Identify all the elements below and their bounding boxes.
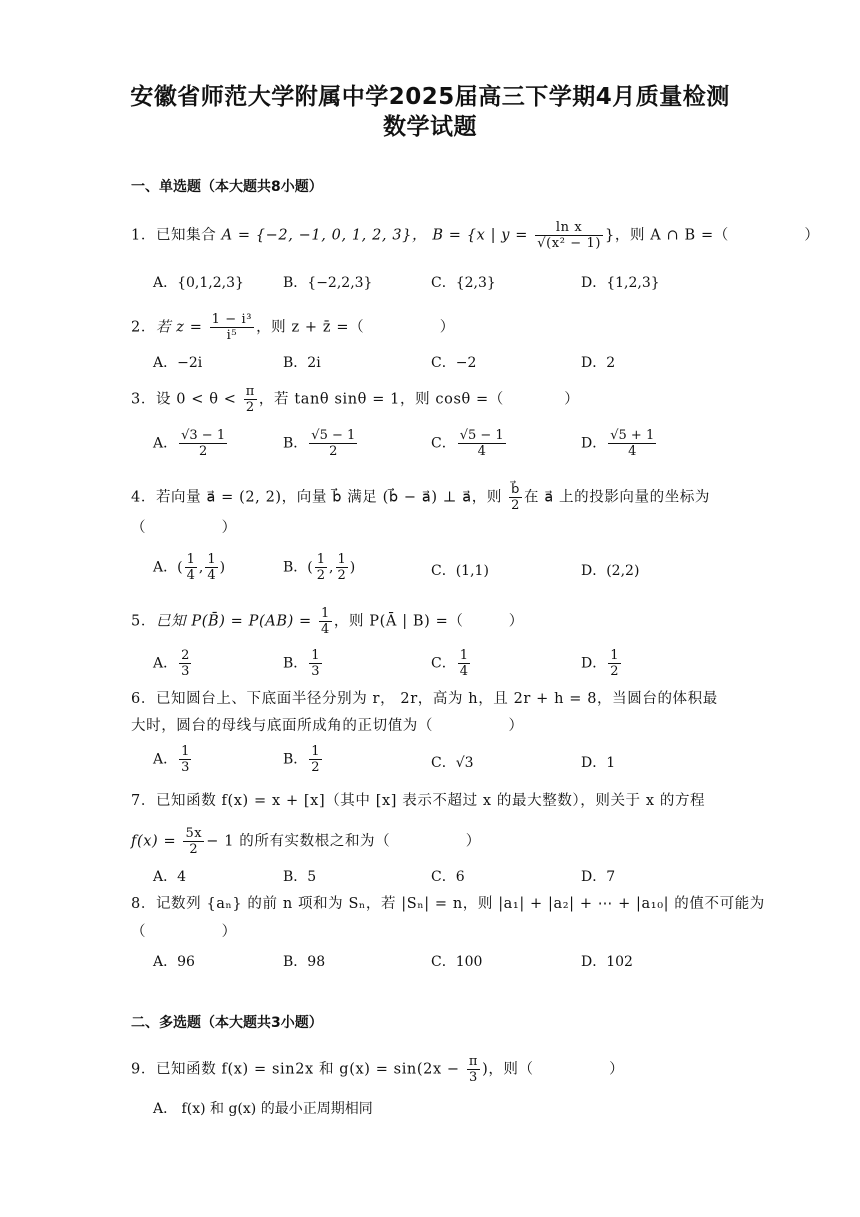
option-a[interactable]: A．−2i [153,355,203,371]
question-9 [131,1054,731,1085]
question-number: 3． [131,391,156,408]
fraction-denominator: 4 [628,444,637,459]
question-text: ，则 z + z̄ =（ ） [256,319,455,336]
fraction-numerator: √5 + 1 [610,428,655,443]
fraction-denominator: 4 [207,568,216,583]
question-3 [131,384,731,415]
fraction [509,482,522,513]
fraction [336,552,348,583]
fraction-denominator: 2 [245,400,255,415]
option-c[interactable]: C．6 [431,869,465,885]
fraction-numerator: √5 − 1 [311,428,356,443]
question-number: 6． [131,691,156,707]
question-9-options [153,1098,553,1132]
exam-title-line2: 数学试题 [383,114,477,140]
fraction-numerator: 1 [316,552,326,567]
option-b[interactable] [283,744,324,775]
question-text: 已知集合 [155,227,217,244]
section-heading-single-choice: 一、单选题（本大题共8小题） [131,179,323,195]
fraction-denominator: 4 [186,568,195,583]
question-text: 已知圆台上、下底面半径分别为 r， 2r，高为 h，且 2r + h = 8，当圆台的体积最 [155,691,718,707]
fraction-numerator: 1 − i³ [211,312,253,327]
fraction [309,648,321,679]
question-3-options [153,428,713,462]
fraction-numerator: 1 [181,744,190,759]
fraction-numerator: 2 [181,648,190,663]
fraction-denominator: √(x² − 1) [537,236,602,251]
fraction-denominator: 4 [477,444,486,459]
option-d[interactable]: D．7 [581,869,616,885]
option-c[interactable] [431,428,508,459]
option-d[interactable]: D．2 [581,355,616,371]
fraction-denominator: 3 [469,1070,478,1085]
fraction [458,648,470,679]
fraction-denominator: 3 [311,664,320,679]
option-c[interactable]: C．{2,3} [431,275,496,291]
question-1 [131,220,820,251]
fraction-numerator: 1 [459,648,468,663]
option-label: C． [431,435,456,452]
fraction-numerator: b⃗ [509,482,522,498]
fraction [608,648,620,679]
section-heading-multiple-choice: 二、多选题（本大题共3小题） [131,1015,323,1031]
option-label: D． [581,655,607,672]
option-label: A． [153,655,178,672]
option-d[interactable]: D．{1,2,3} [581,275,660,291]
question-4-options [153,552,713,586]
question-6-options [153,744,713,778]
option-d[interactable] [581,648,623,679]
option-b[interactable]: B．{−2,2,3} [283,275,373,291]
fraction-denominator: 2 [610,664,619,679]
fraction-numerator: √3 − 1 [181,428,226,443]
question-2 [131,312,731,343]
option-c[interactable]: C．(1,1) [431,563,489,579]
fraction [309,744,321,775]
option-label: B． [283,751,308,768]
question-number: 9． [131,1061,156,1078]
fraction-denominator: 3 [181,760,190,775]
question-number: 5． [131,613,156,630]
fraction [179,648,191,679]
fraction [309,428,357,459]
fraction-denominator: 2 [511,498,521,513]
option-a[interactable] [153,428,229,459]
option-d[interactable]: D．(2,2) [581,563,640,579]
question-text: 已知函数 f(x) = sin2x 和 g(x) = sin(2x − [155,1061,460,1078]
question-text: 已知 P(B̄) = P(AB) = [155,613,312,630]
option-d[interactable]: D．1 [581,755,616,771]
fraction [210,312,254,343]
question-text: ，则 A ∩ B =（ ） [614,227,820,244]
option-a[interactable] [153,744,193,775]
question-text: ，若 tanθ sinθ = 1，则 cosθ =（ ） [258,391,580,408]
fraction [205,552,217,583]
option-a[interactable]: A．{0,1,2,3} [153,275,244,291]
question-text: 若 z = [155,319,203,336]
option-b[interactable]: B．5 [283,869,317,885]
question-text: f(x) = [131,833,177,850]
option-label: B． [283,655,308,672]
question-8 [131,893,765,915]
option-b[interactable]: B．98 [283,954,326,970]
question-text: 设 0 < θ < [155,391,237,408]
option-d[interactable] [581,428,658,459]
fraction-numerator: 5x [185,826,203,841]
option-label: A． [153,751,178,768]
fraction [315,552,327,583]
fraction [467,1054,480,1085]
question-5 [131,606,731,637]
set-a: A = {−2, −1, 0, 1, 2, 3}， [221,227,428,244]
option-a[interactable]: A． f(x) 和 g(x) 的最小正周期相同 [153,1101,373,1117]
option-b[interactable]: B．2i [283,355,321,371]
set-b-suffix: } [605,227,615,244]
fraction [535,220,603,251]
fraction [179,428,227,459]
fraction-denominator: 2 [329,444,338,459]
question-5-options [153,648,713,682]
question-number: 7． [131,793,156,809]
fraction-numerator: π [468,1054,479,1069]
fraction-denominator: i⁵ [226,328,238,343]
question-text: − 1 的所有实数根之和为（ ） [206,833,481,850]
fraction-numerator: 1 [610,648,619,663]
option-d[interactable]: D．102 [581,954,633,970]
fraction-numerator: π [245,384,255,399]
fraction-denominator: 2 [311,760,320,775]
question-7 [131,790,731,812]
fraction-denominator: 4 [459,664,468,679]
question-number: 1． [131,227,156,244]
option-a[interactable]: A．4 [153,869,187,885]
fraction [185,552,197,583]
question-4 [131,482,731,513]
option-b[interactable] [283,428,359,459]
exam-title-line1: 安徽省师范大学附属中学2025届高三下学期4月质量检测 [130,84,730,110]
fraction-numerator: √5 − 1 [459,428,504,443]
option-a[interactable]: A．( $\frac{1}{4}$ , $\frac{1}{4}$ ) [153,552,226,583]
question-6-line2: 大时，圆台的母线与底面所成角的正切值为（ ） [131,718,524,734]
option-a[interactable] [153,648,193,679]
fraction-denominator: 3 [181,664,190,679]
option-c[interactable]: C．100 [431,954,483,970]
fraction [608,428,656,459]
option-b[interactable]: B．( $\frac{1}{2}$ , $\frac{1}{2}$ ) [283,552,356,583]
option-label: B． [283,559,308,576]
fraction-denominator: 2 [189,842,199,857]
fraction-numerator: 1 [311,744,320,759]
fraction [179,744,191,775]
fraction-denominator: 2 [198,444,208,459]
fraction-numerator: 1 [321,606,330,621]
question-number: 2． [131,319,156,336]
question-8-options [153,951,713,985]
option-c[interactable] [431,648,472,679]
option-label: A． [153,435,178,452]
option-label: B． [283,435,308,452]
fraction-denominator: 2 [316,568,326,583]
question-text: ，则 P(Ā | B) =（ ） [333,613,524,630]
set-b-prefix: B = {x | y = [432,227,534,244]
fraction-numerator: 1 [186,552,195,567]
question-text: 若向量 a⃗ = (2, 2)，向量 b⃗ 满足 (b⃗ − a⃗) ⊥ a⃗，则 [155,489,502,506]
fraction [319,606,332,637]
question-1-options [153,272,713,306]
option-label: A． [153,559,178,576]
fraction [458,428,506,459]
question-number: 8． [131,896,156,912]
fraction [183,826,204,857]
option-label: D． [581,435,607,452]
fraction [244,384,257,415]
option-label: C． [431,655,456,672]
question-2-options [153,352,713,386]
option-b[interactable] [283,648,324,679]
question-text: 记数列 {aₙ} 的前 n 项和为 Sₙ，若 |Sₙ| = n，则 |a₁| + |a₂| + ⋯ + |a₁₀| 的值不可能为 [155,896,765,912]
fraction-numerator: 1 [207,552,216,567]
question-text: 在 a⃗ 上的投影向量的坐标为 [524,489,711,506]
fraction-numerator: 1 [337,552,346,567]
fraction-denominator: 4 [321,622,330,637]
option-c[interactable]: C．√3 [431,755,474,771]
fraction-numerator: ln x [535,220,603,236]
question-4-answer-blank: （ ） [131,520,237,536]
fraction-numerator: 1 [311,648,320,663]
question-number: 4． [131,489,156,506]
option-c[interactable]: C．−2 [431,355,477,371]
option-a[interactable]: A．96 [153,954,195,970]
question-text: )，则（ ） [482,1061,625,1078]
question-6 [131,688,731,710]
question-7-line2 [131,826,731,857]
question-text: 已知函数 f(x) = x + [x]（其中 [x] 表示不超过 x 的最大整数），则关于 x 的方程 [155,793,706,809]
question-8-answer-blank: （ ） [131,924,237,940]
fraction-denominator: 2 [337,568,346,583]
